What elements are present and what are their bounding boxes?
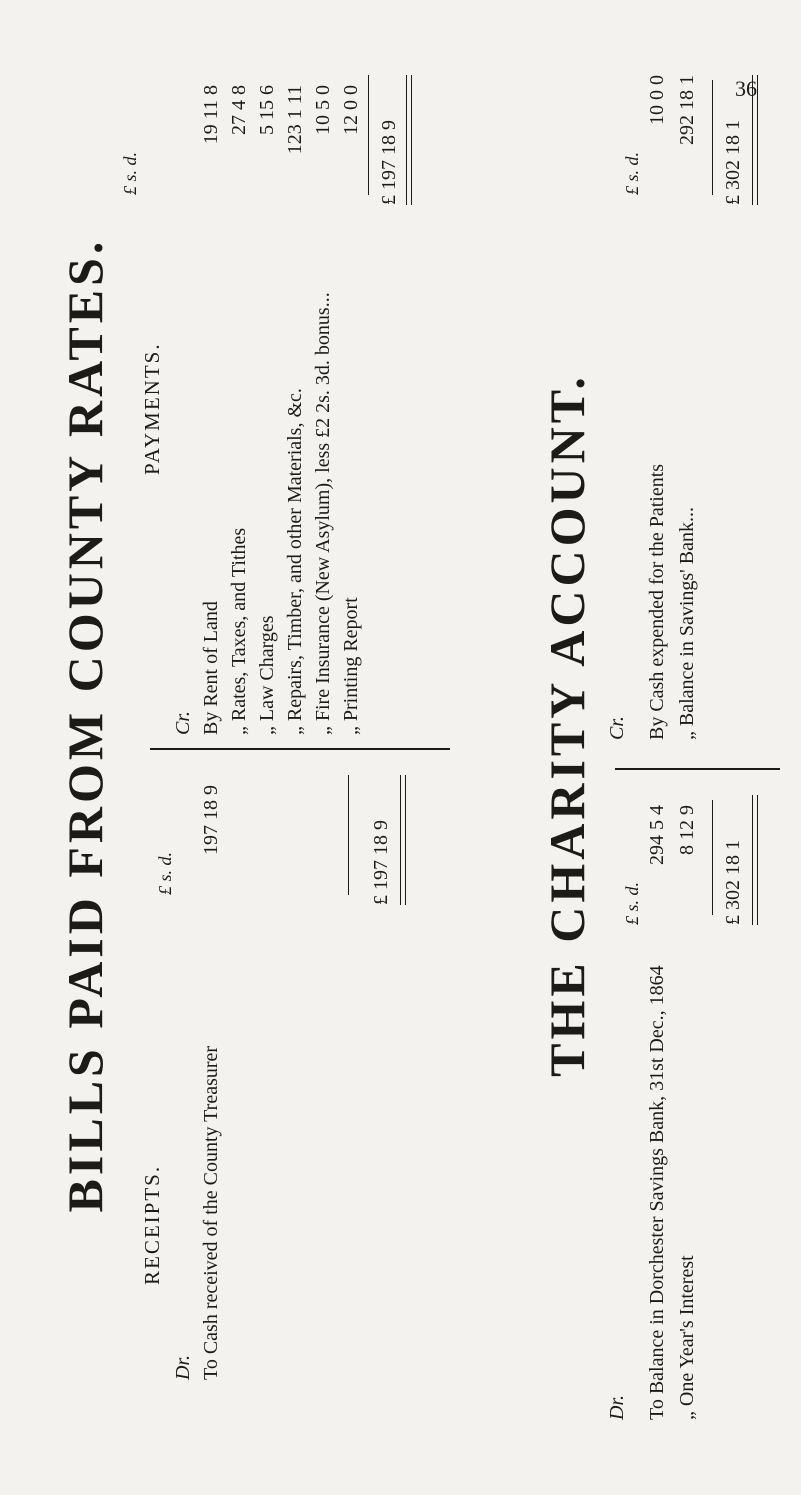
payments-total-rule (368, 75, 369, 195)
charity-debit-row-amount: 8 12 9 (676, 805, 698, 855)
charity-debit-row-label: „ One Year's Interest (676, 1255, 698, 1420)
payment-row-label: „ Printing Report (340, 597, 362, 735)
charity-credit-total-rule (712, 80, 713, 195)
receipts-total-rule (348, 775, 349, 895)
payment-row-amount: 10 5 0 (312, 85, 334, 135)
payment-row-label: By Rent of Land (200, 601, 222, 735)
payments-heading: PAYMENTS. (140, 342, 164, 475)
receipts-double-rule (400, 775, 406, 905)
payment-row-amount: 19 11 8 (200, 85, 222, 145)
payment-row-label: „ Repairs, Timber, and other Materials, &c. (284, 388, 306, 735)
payment-row-label: „ Law Charges (256, 615, 278, 735)
receipts-units: £ s. d. (155, 851, 175, 895)
charity-credit-double-rule (752, 75, 758, 205)
charity-debit-double-rule (752, 795, 758, 925)
receipt-row-label: To Cash received of the County Treasurer (200, 1045, 222, 1380)
receipt-row-amount: 197 18 9 (200, 785, 222, 855)
bills-divider (150, 748, 450, 750)
charity-credit-row-amount: 10 0 0 (646, 75, 668, 125)
receipts-heading: RECEIPTS. (140, 1164, 164, 1285)
charity-debit-side: Dr. (606, 1394, 628, 1420)
page-number: 36 (735, 76, 757, 101)
charity-credit-row-label: By Cash expended for the Patients (646, 463, 668, 740)
payment-row-label: „ Rates, Taxes, and Tithes (228, 527, 250, 735)
charity-title: THE CHARITY ACCOUNT. (539, 373, 595, 1077)
charity-debit-total-rule (712, 800, 713, 915)
receipts-side: Dr. (172, 1354, 194, 1380)
payment-row-amount: 12 0 0 (340, 85, 362, 135)
charity-credit-row-amount: 292 18 1 (676, 75, 698, 145)
payments-double-rule (406, 75, 412, 205)
charity-debit-units: £ s. d. (622, 881, 642, 925)
payment-row-amount: 123 1 11 (284, 85, 306, 155)
payment-row-amount: 5 15 6 (256, 85, 278, 135)
charity-credit-units: £ s. d. (622, 151, 642, 195)
charity-divider (615, 768, 780, 770)
receipts-total: £ 197 18 9 (370, 820, 392, 905)
charity-debit-row-amount: 294 5 4 (646, 805, 668, 865)
bills-title: BILLS PAID FROM COUNTY RATES. (57, 237, 113, 1213)
payments-units: £ s. d. (120, 151, 140, 195)
payment-row-label: „ Fire Insurance (New Asylum), less £2 2s. 3d. bonus... (312, 292, 334, 735)
charity-debit-row-label: To Balance in Dorchester Savings Bank, 31st Dec., 1864 (646, 965, 668, 1420)
charity-credit-side: Cr. (606, 716, 628, 740)
charity-credit-row-label: „ Balance in Savings' Bank... (676, 507, 698, 740)
charity-debit-total: £ 302 18 1 (722, 840, 744, 925)
payments-side: Cr. (172, 711, 194, 735)
charity-credit-total: £ 302 18 1 (722, 120, 744, 205)
payments-total: £ 197 18 9 (378, 120, 400, 205)
payment-row-amount: 27 4 8 (228, 85, 250, 135)
